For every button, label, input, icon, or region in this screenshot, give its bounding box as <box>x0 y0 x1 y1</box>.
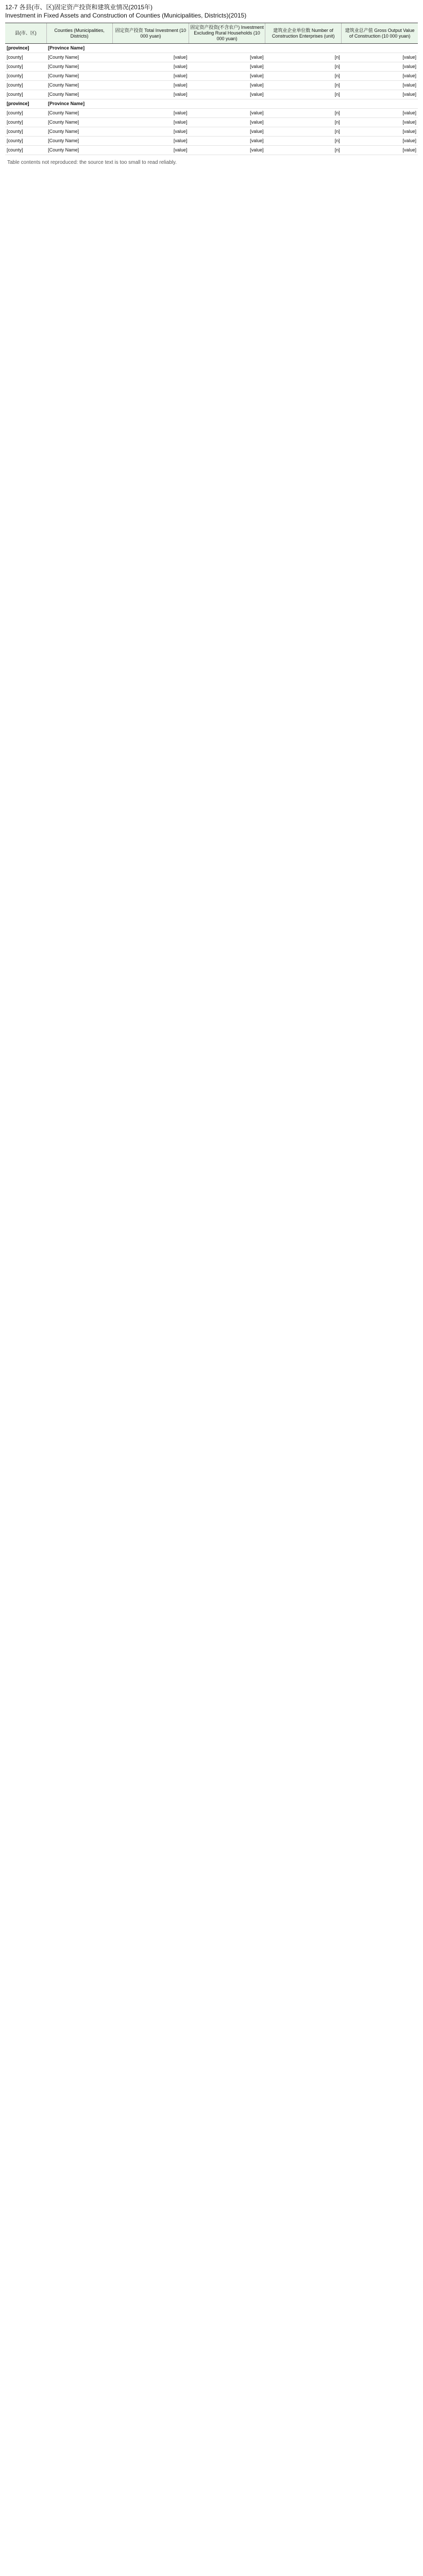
value-cell: [value] <box>342 137 418 146</box>
county-name-cell: [county] <box>5 146 46 155</box>
county-name-en-cell: [County Name] <box>46 72 112 81</box>
header-row <box>5 23 418 44</box>
value-cell <box>342 44 418 53</box>
value-cell: [n] <box>265 137 342 146</box>
county-name-cell: [county] <box>5 109 46 118</box>
value-cell: [value] <box>342 72 418 81</box>
value-cell: [value] <box>342 62 418 72</box>
province-row <box>5 44 418 53</box>
value-cell: [value] <box>189 146 265 155</box>
value-cell: [value] <box>342 146 418 155</box>
county-name-en-cell: [County Name] <box>46 118 112 127</box>
county-name-en-cell: [County Name] <box>46 81 112 90</box>
value-cell: [value] <box>342 53 418 62</box>
value-cell: [value] <box>342 118 418 127</box>
table-row <box>5 146 418 155</box>
value-cell <box>112 99 189 109</box>
value-cell: [value] <box>342 81 418 90</box>
value-cell: [n] <box>265 53 342 62</box>
table-row <box>5 127 418 137</box>
column-header: 建筑业总产值 Gross Output Value of Construction (10 000 yuan) <box>342 23 418 44</box>
county-name-cell: [county] <box>5 90 46 99</box>
value-cell: [value] <box>189 53 265 62</box>
value-cell: [value] <box>342 109 418 118</box>
value-cell: [value] <box>342 90 418 99</box>
value-cell: [value] <box>189 62 265 72</box>
county-name-cell: [county] <box>5 127 46 137</box>
county-name-en-cell: [Province Name] <box>46 44 112 53</box>
column-header: 固定资产投资(不含农户) Investment Excluding Rural Households (10 000 yuan) <box>189 23 265 44</box>
value-cell <box>189 44 265 53</box>
value-cell: [value] <box>112 90 189 99</box>
value-cell: [value] <box>112 137 189 146</box>
column-header: 县(市、区) <box>5 23 46 44</box>
value-cell: [value] <box>189 137 265 146</box>
value-cell: [value] <box>189 127 265 137</box>
column-header: Counties (Municipalities, Districts) <box>46 23 112 44</box>
value-cell: [value] <box>189 81 265 90</box>
value-cell: [n] <box>265 81 342 90</box>
county-name-en-cell: [County Name] <box>46 53 112 62</box>
value-cell: [value] <box>112 81 189 90</box>
data-table-wrapper <box>5 23 418 155</box>
county-name-cell: [county] <box>5 118 46 127</box>
value-cell: [n] <box>265 72 342 81</box>
county-name-en-cell: [County Name] <box>46 90 112 99</box>
county-name-cell: [province] <box>5 44 46 53</box>
value-cell <box>265 99 342 109</box>
column-header: 固定资产投资 Total Investment (10 000 yuan) <box>112 23 189 44</box>
value-cell: [value] <box>189 90 265 99</box>
value-cell: [n] <box>265 90 342 99</box>
column-header: 建筑业企业单位数 Number of Construction Enterprises (unit) <box>265 23 342 44</box>
value-cell: [n] <box>265 109 342 118</box>
investment-table <box>5 23 418 155</box>
table-row <box>5 118 418 127</box>
county-name-cell: [county] <box>5 62 46 72</box>
document-title: 12-7 各县(市、区)固定资产投资和建筑业情况(2015年) <box>5 4 153 11</box>
value-cell: [value] <box>112 53 189 62</box>
value-cell <box>189 99 265 109</box>
value-cell: [n] <box>265 127 342 137</box>
value-cell: [value] <box>189 109 265 118</box>
county-name-en-cell: [County Name] <box>46 127 112 137</box>
table-row <box>5 137 418 146</box>
county-name-en-cell: [County Name] <box>46 137 112 146</box>
value-cell: [value] <box>189 118 265 127</box>
county-name-cell: [county] <box>5 72 46 81</box>
county-name-en-cell: [County Name] <box>46 109 112 118</box>
table-row <box>5 90 418 99</box>
table-row <box>5 62 418 72</box>
table-row <box>5 72 418 81</box>
value-cell: [value] <box>112 72 189 81</box>
value-cell: [value] <box>112 146 189 155</box>
value-cell <box>342 99 418 109</box>
county-name-en-cell: [County Name] <box>46 146 112 155</box>
document-subtitle: Investment in Fixed Assets and Construction of Counties (Municipalities, Districts)(2015) <box>5 12 247 19</box>
county-name-cell: [county] <box>5 53 46 62</box>
value-cell: [value] <box>112 109 189 118</box>
table-body <box>5 44 418 155</box>
value-cell: [n] <box>265 146 342 155</box>
county-name-cell: [county] <box>5 137 46 146</box>
province-row <box>5 99 418 109</box>
value-cell: [n] <box>265 62 342 72</box>
value-cell <box>265 44 342 53</box>
value-cell: [value] <box>112 118 189 127</box>
county-name-en-cell: [County Name] <box>46 62 112 72</box>
table-header <box>5 23 418 44</box>
document-page <box>0 0 423 171</box>
county-name-en-cell: [Province Name] <box>46 99 112 109</box>
table-row <box>5 109 418 118</box>
value-cell <box>112 44 189 53</box>
value-cell: [value] <box>189 72 265 81</box>
table-row <box>5 81 418 90</box>
county-name-cell: [province] <box>5 99 46 109</box>
value-cell: [n] <box>265 118 342 127</box>
value-cell: [value] <box>112 127 189 137</box>
table-row <box>5 53 418 62</box>
value-cell: [value] <box>342 127 418 137</box>
county-name-cell: [county] <box>5 81 46 90</box>
placeholder-note: Table contents not reproduced: the source text is too small to read reliably. <box>7 160 177 165</box>
value-cell: [value] <box>112 62 189 72</box>
